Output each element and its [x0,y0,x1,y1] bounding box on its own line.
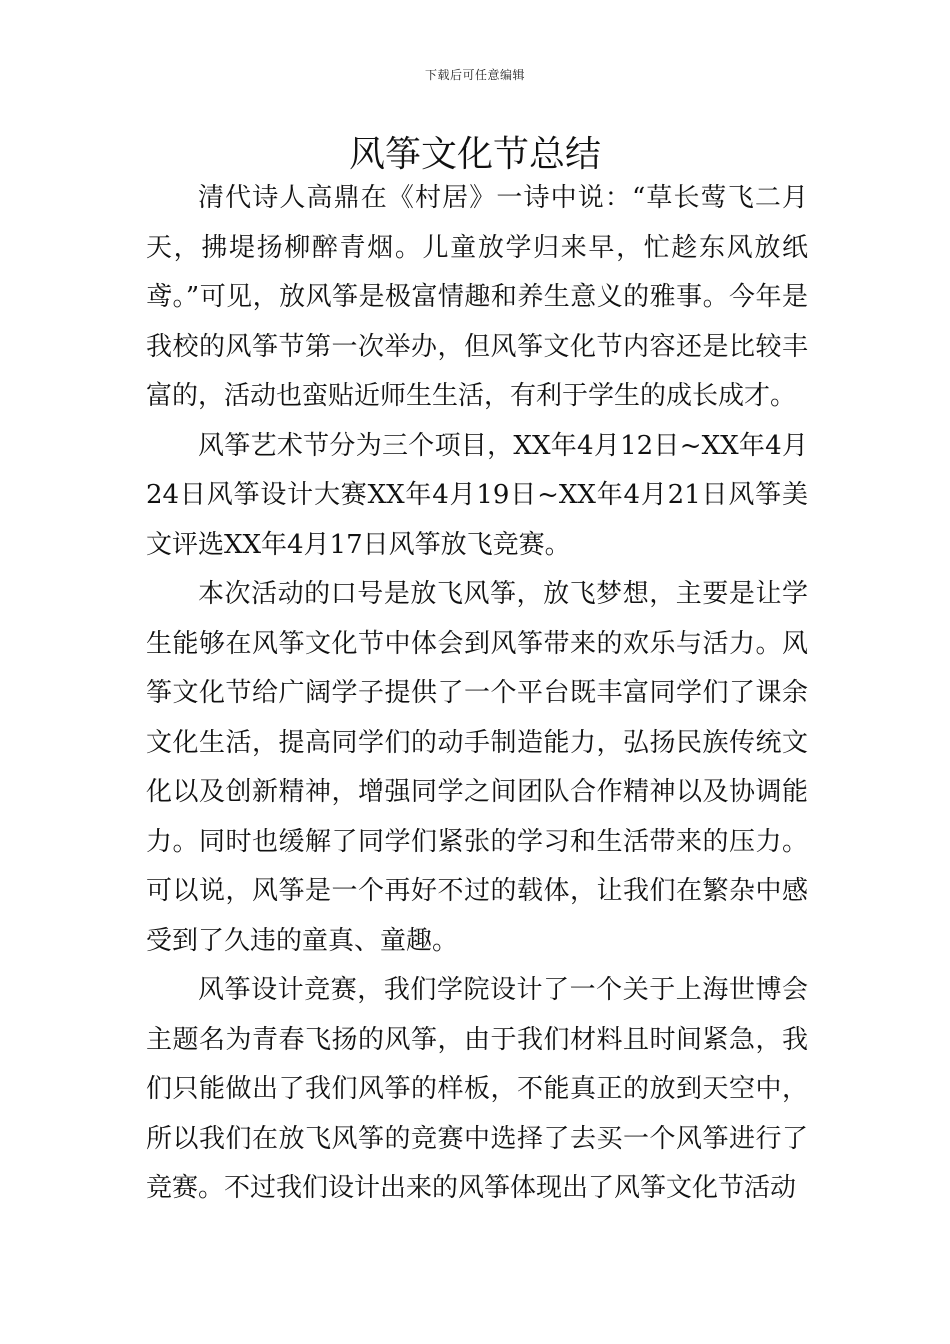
document-body [146,174,808,1214]
paragraph-2: 风筝艺术节分为三个项目，XX年4月12日~XX年4月24日风筝设计大赛XX年4月19日~XX年4月21日风筝美文评选XX年4月17日风筝放飞竞赛。 [146,430,808,560]
paragraph-3: 本次活动的口号是放飞风筝，放飞梦想，主要是让学生能够在风筝文化节中体会到风筝带来的欢乐与活力。风筝文化节给广阔学子提供了一个平台既丰富同学们了课余文化生活，提高同学们的动手制造能力，弘扬民族传统文化以及创新精神，增强同学之间团队合作精神以及协调能力。同时也缓解了同学们紧张的学习和生活带来的压力。可以说，风筝是一个再好不过的载体，让我们在繁杂中感受到了久违的童真、童趣。 [146,579,808,956]
paragraph-4: 风筝设计竞赛，我们学院设计了一个关于上海世博会主题名为青春飞扬的风筝，由于我们材料且时间紧急，我们只能做出了我们风筝的样板，不能真正的放到天空中，所以我们在放飞风筝的竞赛中选择了去买一个风筝进行了竞赛。不过我们设计出来的风筝体现出了风筝文化节活动 [146,975,808,1203]
document-title: 风筝文化节总结 [348,134,601,175]
paragraph-1: 清代诗人高鼎在《村居》一诗中说：“草长莺飞二月天，拂堤扬柳醉青烟。儿童放学归来早，忙趁东风放纸鸢。”可见，放风筝是极富情趣和养生意义的雅事。今年是我校的风筝节第一次举办，但风筝文化节内容还是比较丰富的，活动也蛮贴近师生生活，有利于学生的成长成才。 [146,183,808,411]
header-note: 下载后可任意编辑 [424,68,525,82]
